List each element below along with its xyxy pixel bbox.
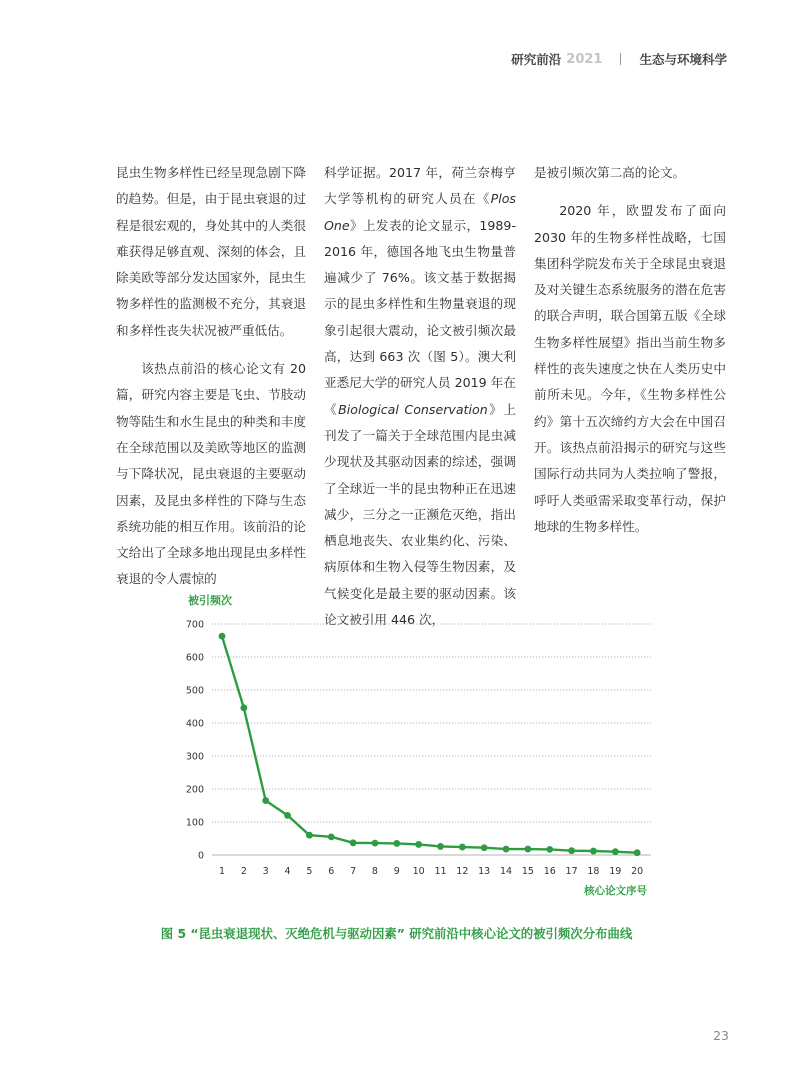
- paragraph: 2020 年，欧盟发布了面向 2030 年的生物多样性战略，七国集团科学院发布关于全球昆虫衰退及对关键生态系统服务的潜在危害的联合声明，联合国第五版《全球生物多样性展望》指出当前生物多样性的丧失速度之快在人类历史中前所未见。今年，《生物多样性公约》第十五次缔约方大会在中国召开。该热点前沿揭示的研究与这些国际行动共同为人类拉响了警报，呼吁人类亟需采取变革行动，保护地球的生物多样性。: [534, 203, 726, 534]
- x-tick-label: 12: [456, 866, 469, 877]
- data-point: [612, 848, 619, 855]
- y-tick-label: 700: [185, 619, 204, 631]
- x-tick-label: 15: [521, 866, 534, 877]
- x-tick-label: 16: [543, 866, 556, 877]
- x-tick-label: 9: [393, 866, 400, 877]
- journal-name: Plos One: [324, 191, 516, 233]
- data-point: [284, 812, 291, 819]
- y-tick-label: 300: [185, 751, 204, 763]
- paragraph: [324, 160, 516, 633]
- data-point: [503, 846, 510, 853]
- x-tick-label: 11: [434, 866, 447, 877]
- x-tick-label: 2: [240, 866, 247, 877]
- paragraph: 该热点前沿的核心论文有 20 篇，研究内容主要是飞虫、节肢动物等陆生和水生昆虫的种类和丰度在全球范围以及美欧等地区的监测与下降状况，昆虫衰退的主要驱动因素，及昆虫多样性的下降与生态系统功能的相互作用。该前沿的论文给出了全球多地出现昆虫多样性衰退的令人震惊的: [116, 361, 306, 587]
- data-point: [546, 846, 553, 853]
- text-column-2: [324, 160, 516, 633]
- data-point: [393, 840, 400, 847]
- x-tick-label: 1: [218, 866, 226, 877]
- data-point: [481, 844, 488, 851]
- text-column-1: [116, 160, 306, 593]
- x-tick-label: 3: [262, 866, 269, 877]
- x-tick-label: 13: [478, 866, 491, 877]
- y-tick-label: 0: [197, 850, 204, 862]
- x-tick-label: 20: [631, 866, 644, 877]
- y-tick-label: 600: [185, 652, 204, 664]
- paragraph: 是被引频次第二高的论文。: [534, 165, 686, 180]
- header-year: 2021: [566, 51, 603, 67]
- data-point: [350, 839, 357, 846]
- x-tick-label: 4: [284, 866, 291, 877]
- data-point: [634, 849, 641, 856]
- data-point: [415, 841, 422, 848]
- data-point: [240, 704, 247, 711]
- data-point: [306, 832, 313, 839]
- text-run: 科学证据。2017 年，荷兰奈梅亨大学等机构的研究人员在《: [324, 165, 516, 207]
- data-point: [568, 847, 575, 854]
- x-tick-label: 6: [328, 866, 335, 877]
- x-tick-label: 18: [587, 866, 600, 877]
- data-point: [262, 797, 269, 804]
- x-tick-label: 7: [350, 866, 357, 877]
- x-tick-label: 8: [371, 866, 378, 877]
- data-point: [590, 848, 597, 855]
- x-tick-label: 5: [306, 866, 313, 877]
- page-number: 23: [713, 1028, 729, 1043]
- journal-name: Biological Conservation: [338, 401, 488, 417]
- data-point: [328, 833, 335, 840]
- chart-svg: [176, 590, 666, 900]
- x-tick-label: 10: [412, 866, 425, 877]
- citation-chart: [176, 590, 666, 900]
- paragraph: 昆虫生物多样性已经呈现急剧下降的趋势。但是，由于昆虫衰退的过程是很宏观的，身处其中的人类很难获得足够直观、深刻的体会，且除美欧等部分发达国家外，昆虫生物多样性的监测极不充分，其衰退和多样性丧失状况被严重低估。: [116, 165, 306, 338]
- header-category: 生态与环境科学: [639, 52, 727, 67]
- series-line: [222, 636, 637, 853]
- data-point: [437, 843, 444, 850]
- text-column-3: [534, 160, 726, 540]
- header-section: 研究前沿: [511, 52, 562, 67]
- x-tick-label: 17: [565, 866, 578, 877]
- data-point: [459, 844, 466, 851]
- y-axis-title: 被引频次: [188, 594, 232, 607]
- y-tick-label: 100: [185, 817, 204, 829]
- x-tick-label: 14: [500, 866, 513, 877]
- data-point: [219, 633, 226, 640]
- text-run: 》上发表的论文显示，1989-2016 年，德国各地飞虫生物量普遍减少了 76%。该文基于数据揭示的昆虫多样性和生物量衰退的现象引起很大震动，论文被引频次最高，达到 663 次（图 5）。澳大利亚悉尼大学的研究人员 2019 年在《: [324, 217, 516, 417]
- header-divider: [620, 53, 621, 65]
- data-point: [525, 846, 532, 853]
- text-run: 》上刊发了一篇关于全球范围内昆虫减少现状及其驱动因素的综述，强调了全球近一半的昆虫物种正在迅速减少，三分之一正濒危灭绝，指出栖息地丧失、农业集约化、污染、病原体和生物入侵等生物因素，及气候变化是最主要的驱动因素。该论文被引用 446 次，: [324, 401, 517, 628]
- x-tick-label: 19: [609, 866, 622, 877]
- running-header: [511, 49, 727, 69]
- x-axis-title: 核心论文序号: [584, 885, 647, 897]
- y-tick-label: 400: [185, 718, 204, 730]
- figure-caption: 图 5 “昆虫衰退现状、灭绝危机与驱动因素” 研究前沿中核心论文的被引频次分布曲线: [160, 926, 633, 941]
- y-tick-label: 500: [185, 685, 204, 697]
- y-tick-label: 200: [185, 784, 204, 796]
- data-point: [372, 840, 379, 847]
